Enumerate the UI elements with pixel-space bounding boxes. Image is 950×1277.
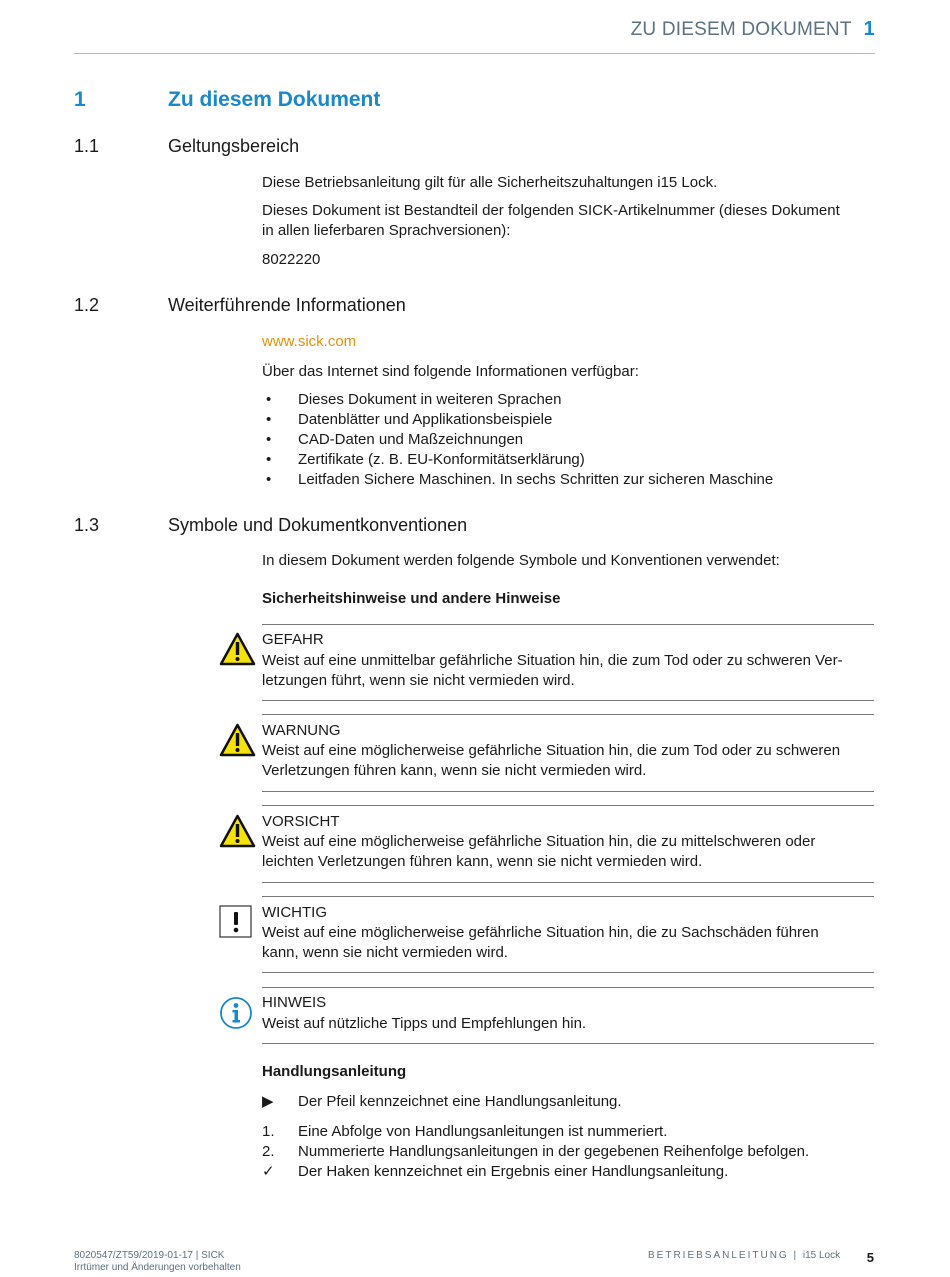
scope-paragraph-2-line-1: Dieses Dokument ist Bestandteil der folgenden SICK-Artikelnummer (dieses Dokument bbox=[262, 202, 840, 219]
notice-rule-top bbox=[262, 896, 874, 897]
instruction-arrow-row bbox=[262, 1092, 874, 1112]
notice-text-line: Weist auf eine möglicherweise gefährliche Situation hin, die zu Sachschäden führen bbox=[262, 924, 819, 941]
notice-text-line: kann, wenn sie nicht vermieden wird. bbox=[262, 944, 508, 961]
running-header bbox=[631, 18, 875, 41]
notice-text-note bbox=[262, 1014, 874, 1034]
notice-rule-top bbox=[262, 714, 874, 715]
bullet-icon: • bbox=[266, 431, 272, 448]
list-item-text: CAD-Daten und Maßzeichnungen bbox=[298, 431, 524, 448]
section-number-1-2: 1.2 bbox=[74, 295, 100, 315]
notice-rule-bottom bbox=[262, 972, 874, 973]
notice-text-line: leichten Verletzungen führen kann, wenn sie nicht vermieden wird. bbox=[262, 853, 703, 870]
footer-doc-type bbox=[648, 1250, 840, 1261]
notice-rule-top bbox=[262, 987, 874, 988]
footer-doc-type-label: BETRIEBSANLEITUNG bbox=[648, 1250, 789, 1261]
notice-label-caution: VORSICHT bbox=[262, 813, 340, 830]
footer-left bbox=[74, 1250, 241, 1274]
instructions-subheading: Handlungsanleitung bbox=[262, 1063, 407, 1080]
website-link[interactable]: www.sick.com bbox=[262, 333, 357, 350]
notice-text-important bbox=[262, 923, 874, 963]
section-title-1-1: Geltungsbereich bbox=[168, 136, 300, 156]
footer-separator: | bbox=[788, 1250, 803, 1261]
section-title-1-3: Symbole und Dokumentkonventionen bbox=[168, 515, 468, 535]
list-item bbox=[262, 450, 874, 470]
footer-product: i15 Lock bbox=[802, 1250, 841, 1261]
list-item bbox=[262, 1162, 874, 1182]
list-item bbox=[262, 390, 874, 410]
warning-triangle-icon bbox=[219, 723, 256, 762]
running-header-text: ZU DIESEM DOKUMENT bbox=[630, 19, 852, 40]
notice-rule-top bbox=[262, 805, 874, 806]
list-item-text: Der Haken kennzeichnet ein Ergebnis einer Handlungsanleitung. bbox=[298, 1163, 729, 1180]
list-item bbox=[262, 430, 874, 450]
chapter-number: 1 bbox=[74, 88, 86, 111]
notice-rule-bottom bbox=[262, 791, 874, 792]
arrow-icon: ▶ bbox=[262, 1093, 274, 1110]
checkmark-icon: ✓ bbox=[262, 1163, 275, 1180]
footer-disclaimer: Irrtümer und Änderungen vorbehalten bbox=[74, 1262, 241, 1273]
header-divider bbox=[74, 53, 875, 54]
list-item-text: Der Pfeil kennzeichnet eine Handlungsanleitung. bbox=[298, 1093, 622, 1110]
scope-paragraph-2 bbox=[262, 201, 874, 241]
footer-doc-ref: 8020547/ZT59/2019-01-17 | SICK bbox=[74, 1250, 225, 1261]
list-item bbox=[262, 470, 874, 490]
chapter-title: Zu diesem Dokument bbox=[168, 88, 381, 111]
notice-text-line: Weist auf nützliche Tipps und Empfehlungen hin. bbox=[262, 1015, 587, 1032]
list-item-text: Datenblätter und Applikationsbeispiele bbox=[298, 411, 553, 428]
list-item-text: Eine Abfolge von Handlungsanleitungen ist nummeriert. bbox=[298, 1123, 668, 1140]
section-title-1-2: Weiterführende Informationen bbox=[168, 295, 406, 315]
notice-text-line: Weist auf eine möglicherweise gefährliche Situation hin, die zu mittelschweren oder bbox=[262, 833, 816, 850]
step-number: 2. bbox=[262, 1143, 275, 1160]
section-number-1-3: 1.3 bbox=[74, 515, 100, 535]
list-item bbox=[262, 1092, 874, 1112]
bullet-icon: • bbox=[266, 411, 272, 428]
bullet-icon: • bbox=[266, 451, 272, 468]
notice-rule-bottom bbox=[262, 1043, 874, 1044]
step-number: 1. bbox=[262, 1123, 275, 1140]
list-item-text: Nummerierte Handlungsanleitungen in der gegebenen Reihenfolge befolgen. bbox=[298, 1143, 810, 1160]
notice-rule-bottom bbox=[262, 882, 874, 883]
info-circle-icon bbox=[219, 996, 253, 1035]
list-item-text: Zertifikate (z. B. EU-Konformitätserklärung) bbox=[298, 451, 585, 468]
list-item bbox=[262, 410, 874, 430]
exclamation-box-icon bbox=[219, 905, 253, 944]
list-item bbox=[262, 1142, 874, 1162]
notice-text-line: Weist auf eine möglicherweise gefährliche Situation hin, die zum Tod oder zu schweren bbox=[262, 742, 841, 759]
notices-subheading: Sicherheitshinweise und andere Hinweise bbox=[262, 590, 561, 607]
list-item bbox=[262, 1122, 874, 1142]
notice-label-important: WICHTIG bbox=[262, 904, 327, 921]
notice-text-line: Verletzungen führen kann, wenn sie nicht vermieden wird. bbox=[262, 762, 647, 779]
notice-text-warning bbox=[262, 741, 874, 781]
warning-triangle-icon bbox=[219, 632, 256, 671]
notice-text-caution bbox=[262, 832, 874, 872]
notice-text-danger bbox=[262, 651, 874, 691]
info-list bbox=[262, 390, 874, 490]
notice-label-warning: WARNUNG bbox=[262, 722, 341, 739]
instruction-steps bbox=[262, 1122, 874, 1182]
notice-rule-bottom bbox=[262, 700, 874, 701]
website-link-row bbox=[262, 332, 874, 352]
info-intro: Über das Internet sind folgende Informationen verfügbar: bbox=[262, 363, 639, 380]
bullet-icon: • bbox=[266, 391, 272, 408]
notice-text-line: letzungen führt, wenn sie nicht vermieden wird. bbox=[262, 672, 575, 689]
notice-label-danger: GEFAHR bbox=[262, 631, 324, 648]
list-item-text: Leitfaden Sichere Maschinen. In sechs Schritten zur sicheren Maschine bbox=[298, 471, 774, 488]
section-number-1-1: 1.1 bbox=[74, 136, 100, 156]
notice-text-line: Weist auf eine unmittelbar gefährliche Situation hin, die zum Tod oder zu schweren Ver- bbox=[262, 652, 843, 669]
page-number: 5 bbox=[866, 1250, 874, 1265]
bullet-icon: • bbox=[266, 471, 272, 488]
scope-paragraph-2-line-2: in allen lieferbaren Sprachversionen): bbox=[262, 222, 511, 239]
notice-label-note: HINWEIS bbox=[262, 994, 327, 1011]
running-header-number: 1 bbox=[863, 18, 875, 40]
article-number: 8022220 bbox=[262, 251, 321, 268]
notice-rule-top bbox=[262, 624, 874, 625]
conventions-intro: In diesem Dokument werden folgende Symbole und Konventionen verwendet: bbox=[262, 552, 780, 569]
list-item-text: Dieses Dokument in weiteren Sprachen bbox=[298, 391, 562, 408]
scope-paragraph-1: Diese Betriebsanleitung gilt für alle Sicherheitszuhaltungen i15 Lock. bbox=[262, 174, 718, 191]
warning-triangle-icon bbox=[219, 814, 256, 853]
